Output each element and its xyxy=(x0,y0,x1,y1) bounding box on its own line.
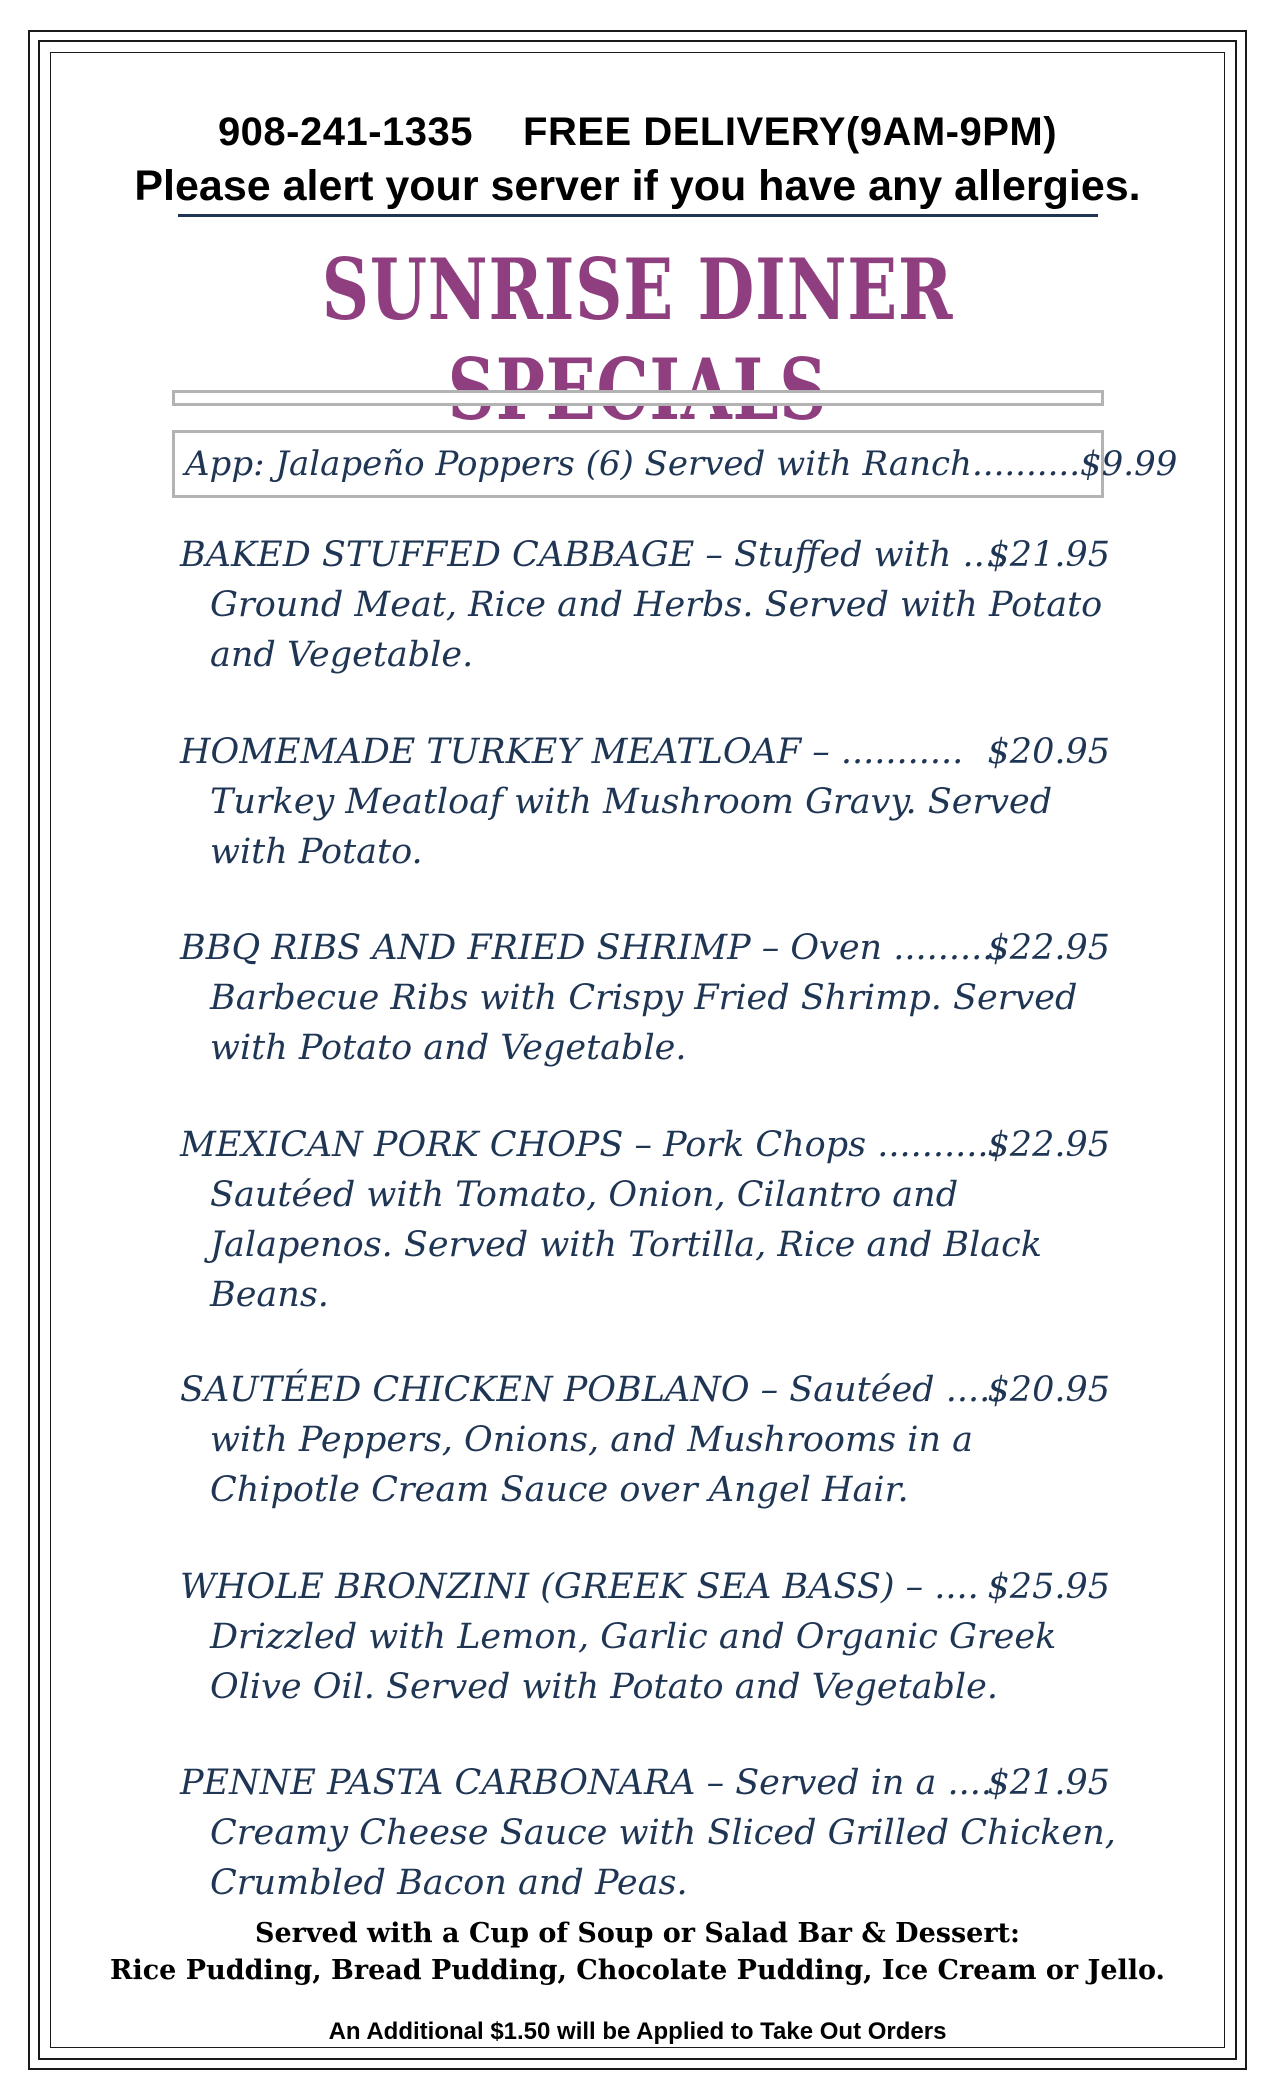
menu-item xyxy=(180,1365,1110,1515)
item-price: $22.95 xyxy=(987,1125,1110,1165)
item-description-line: Turkey Meatloaf with Mushroom Gravy. Served xyxy=(210,782,1053,822)
item-price: $25.95 xyxy=(987,1567,1110,1607)
item-description-line: with Potato. xyxy=(210,832,423,872)
item-price: $22.95 xyxy=(987,928,1110,968)
dessert-options: Rice Pudding, Bread Pudding, Chocolate Pudding, Ice Cream or Jello. xyxy=(110,1955,1165,1986)
item-description-line: Drizzled with Lemon, Garlic and Organic Greek xyxy=(210,1617,1057,1657)
menu-item xyxy=(180,727,1110,877)
item-price: $20.95 xyxy=(987,1370,1110,1410)
item-heading: SAUTÉED CHICKEN POBLANO – Sautéed ..... xyxy=(180,1370,1002,1410)
item-heading: BBQ RIBS AND FRIED SHRIMP – Oven .......... xyxy=(180,928,1005,968)
item-description-line: Jalapenos. Served with Tortilla, Rice and Black xyxy=(210,1225,1042,1265)
item-description-line: Beans. xyxy=(210,1275,329,1315)
menu-item xyxy=(180,1562,1110,1712)
item-description-line: Chipotle Cream Sauce over Angel Hair. xyxy=(210,1470,909,1510)
allergy-notice: Please alert your server if you have any allergies. xyxy=(134,162,1141,210)
menu-title: SUNRISE DINER xyxy=(321,240,954,339)
contact-line xyxy=(0,110,1275,155)
item-heading: PENNE PASTA CARBONARA – Served in a .... xyxy=(180,1763,992,1803)
phone-number: 908-241-1335 xyxy=(217,110,474,154)
header-divider xyxy=(178,214,1098,217)
item-description-line: Sautéed with Tomato, Onion, Cilantro and xyxy=(210,1175,959,1215)
item-heading: BAKED STUFFED CABBAGE – Stuffed with .... xyxy=(180,535,1008,575)
item-price: $21.95 xyxy=(987,535,1110,575)
item-description-line: with Potato and Vegetable. xyxy=(210,1028,687,1068)
menu-item xyxy=(180,923,1110,1073)
menu-item xyxy=(180,1120,1110,1320)
item-description-line: with Peppers, Onions, and Mushrooms in a xyxy=(210,1420,973,1460)
item-description-line: Ground Meat, Rice and Herbs. Served with Potato xyxy=(210,585,1103,625)
item-description-line: and Vegetable. xyxy=(210,635,474,675)
item-heading: HOMEMADE TURKEY MEATLOAF – ........... xyxy=(180,732,964,772)
menu-item xyxy=(180,1758,1116,1908)
item-description-line: Barbecue Ribs with Crispy Fried Shrimp. Served xyxy=(210,978,1078,1018)
served-with-note: Served with a Cup of Soup or Salad Bar & Dessert: xyxy=(255,1918,1020,1949)
gray-divider-bar xyxy=(172,390,1104,406)
item-heading: WHOLE BRONZINI (GREEK SEA BASS) – .... xyxy=(180,1567,979,1607)
delivery-hours: FREE DELIVERY(9AM-9PM) xyxy=(523,110,1058,154)
takeout-note: An Additional $1.50 will be Applied to Take Out Orders xyxy=(328,2018,947,2045)
item-price: $21.95 xyxy=(987,1763,1110,1803)
item-description-line: Crumbled Bacon and Peas. xyxy=(210,1863,688,1903)
menu-item xyxy=(180,530,1110,680)
item-description-line: Olive Oil. Served with Potato and Vegetable. xyxy=(210,1667,998,1707)
item-description-line: Creamy Cheese Sauce with Sliced Grilled Chicken, xyxy=(210,1813,1116,1853)
item-price: $20.95 xyxy=(987,732,1110,772)
appetizer-box: App: Jalapeño Poppers (6) Served with Ranch..........$9.99 xyxy=(172,430,1104,498)
item-heading: MEXICAN PORK CHOPS – Pork Chops ........... xyxy=(180,1125,1000,1165)
